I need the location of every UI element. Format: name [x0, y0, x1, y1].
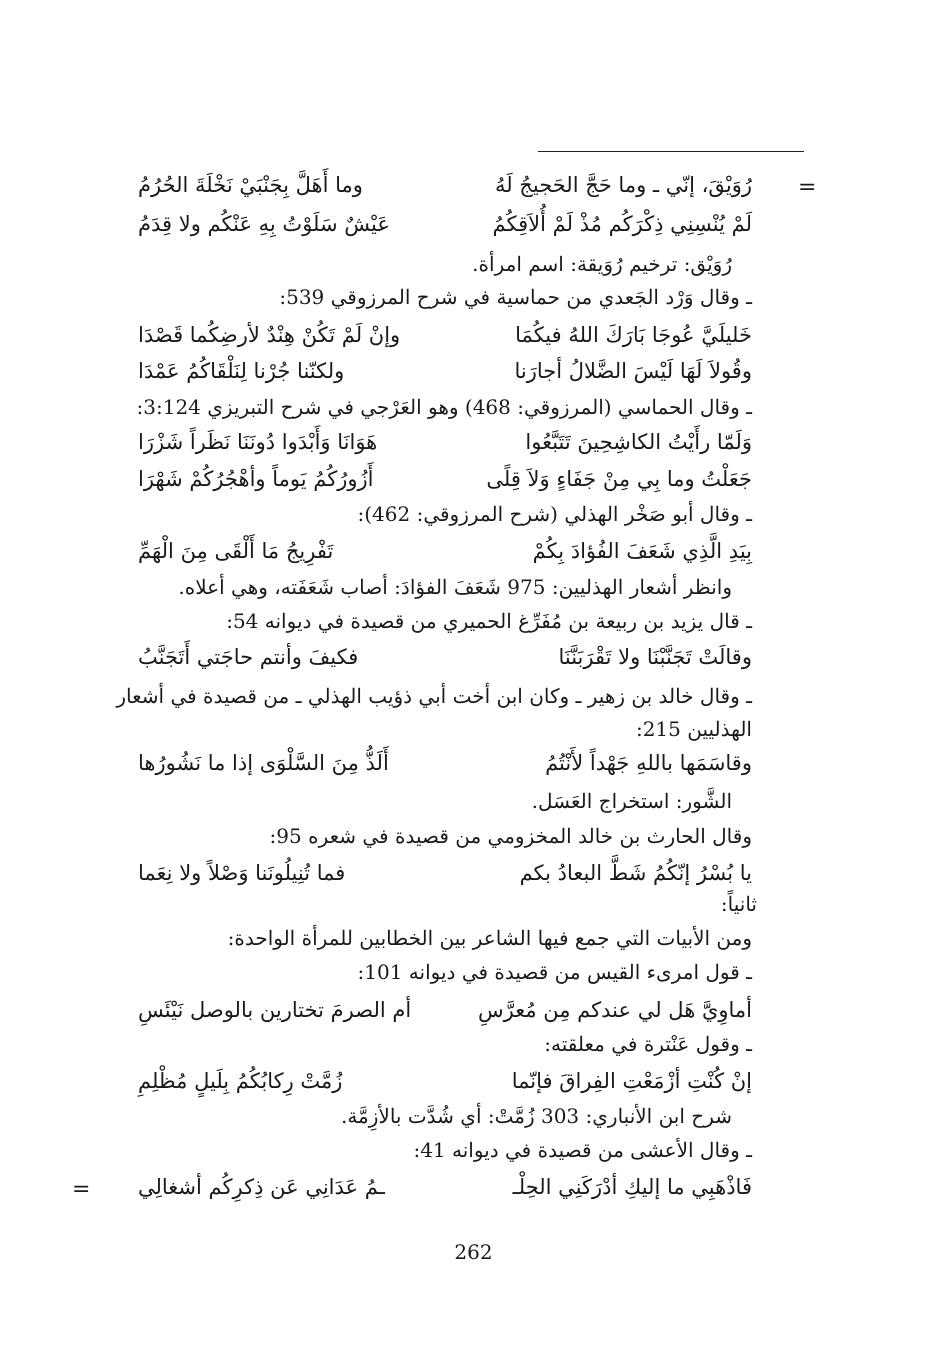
hemistich-first: وقالَتْ تَجَنَّبْنَا ولا تَقْرَبَنَّنَا: [558, 645, 752, 669]
verse-line: [138, 462, 752, 496]
hemistich-second: فما تُنِيلُونَنا وَصْلاً ولا نِعَما: [138, 861, 346, 885]
hemistich-first: إنْ كُنْتِ أزْمَعْتِ الفِراقَ فإنّما: [511, 1069, 752, 1093]
citation-line: ـ وقال أبو صَخْر الهذلي (شرح المرزوقي: 462):: [357, 502, 752, 526]
citation-line: ـ وقول عَنْترة في معلقته:: [544, 1032, 752, 1056]
hemistich-second: هَوَانَا وَأَبْدَوا دُونَنَا نَظَراً شَزْرَا: [138, 430, 378, 454]
hemistich-second: ولكنّنا جُرْنا لِنَلْقَاكُمُ عَمْدَا: [138, 359, 345, 383]
citation-line: ـ وقال الحماسي (المرزوقي: 468) وهو العَرْجي في شرح التبريزي 3:124:: [136, 395, 752, 419]
verse-line: [138, 354, 752, 388]
citation-line: ـ وقال وَرْد الجَعدي من حماسية في شرح المرزوقي 539:: [279, 285, 752, 309]
reference-line: شرح ابن الأنباري: 303 زُمَّتْ: أي شُدَّت بالأزِمَّة.: [340, 1104, 732, 1128]
citation-line: ـ وقال الأعشى من قصيدة في ديوانه 41:: [413, 1138, 752, 1162]
verse-line: [138, 640, 752, 674]
hemistich-first: أماوِيَّ هَل لي عندكم مِن مُعرَّسِ: [477, 998, 752, 1022]
verse-line: [138, 746, 752, 780]
verse-line: [138, 425, 752, 459]
footnote-separator-rule: [538, 151, 804, 152]
hemistich-first: رُوَيْقَ، إنّي ـ وما حَجَّ الحَجيجُ لَهُ: [494, 173, 752, 197]
gloss-line: رُوَيْق: ترخيم رُوَيقة: اسم امرأة.: [472, 252, 732, 276]
citation-line-continued: الهذليين 215:: [635, 717, 752, 741]
verse-line: [138, 1064, 752, 1098]
intro-line: ومن الأبيات التي جمع فيها الشاعر بين الخطابين للمرأة الواحدة:: [227, 926, 752, 950]
citation-line: ـ قال يزيد بن ربيعة بن مُفَرِّغ الحميري من قصيدة في ديوانه 54:: [226, 609, 752, 633]
citation-line: ـ قول امرىء القيس من قصيدة في ديوانه 101:: [357, 960, 752, 984]
hemistich-second: وإنْ لَمْ تَكُنْ هِنْدٌ لأرضِكُما قَصْدَا: [138, 323, 401, 347]
hemistich-first: لَمْ يُنْسِنِي ذِكْرَكُم مُذْ لَمْ أُلاَقِكُمُ: [492, 212, 752, 236]
gloss-line: الشَّور: استخراج العَسَل.: [531, 789, 732, 813]
hemistich-second: عَيْشٌ سَلَوْتُ بِهِ عَنْكُم ولا قِدَمُ: [138, 212, 390, 236]
hemistich-first: يا بُسْرُ إنّكُمُ شَطَّ البعادُ بكم: [519, 861, 752, 885]
verse-line: [138, 1170, 752, 1204]
continuation-mark-bottom: =: [72, 1177, 91, 1202]
hemistich-second: أَلَذُّ مِنَ السَّلْوَى إذا ما نَشُورُها: [138, 751, 389, 775]
hemistich-first: فَاذْهَبِي ما إليكِ أدْرَكَنِي الحِلْـ: [512, 1175, 752, 1199]
verse-line: [138, 534, 752, 568]
verse-line: [138, 318, 752, 352]
continuation-mark-top: =: [798, 175, 817, 200]
verse-line: [138, 856, 752, 890]
hemistich-first: وقُولاَ لَهَا لَيْسَ الضَّلالُ أجارَنا: [514, 359, 752, 383]
hemistich-first: خَليلَيَّ عُوجَا بَارَكَ اللهُ فيكُمَا: [515, 323, 752, 347]
hemistich-second: تَفْرِيجُ مَا أَلْقَى مِنَ الْهَمِّ: [138, 539, 334, 563]
hemistich-first: بِيَدِ الَّذِي شَعَفَ الفُؤادَ بِكُمْ: [532, 539, 752, 563]
verse-line: [138, 993, 752, 1027]
citation-line: ـ وقال خالد بن زهير ـ وكان ابن أخت أبي ذؤيب الهذلي ـ من قصيدة في أشعار: [116, 684, 752, 708]
verse-line: [138, 168, 752, 202]
hemistich-first: جَعَلْتُ وما بِي مِنْ جَفَاءٍ وَلاَ قِلًى: [486, 467, 752, 491]
hemistich-second: فكيفَ وأنتم حاجَتي أَتَجَنَّبُ: [138, 645, 359, 669]
hemistich-first: وقاسَمَها باللهِ جَهْداً لأَنْتُمُ: [545, 751, 752, 775]
citation-line: وقال الحارث بن خالد المخزومي من قصيدة في شعره 95:: [269, 824, 752, 848]
hemistich-second: أم الصرمَ تختارين بالوصل نَيْئَسِ: [138, 998, 412, 1022]
hemistich-second: ـمُ عَدَانِي عَن ذِكرِكُم أشغالِي: [138, 1175, 385, 1199]
hemistich-second: وما أَهَلَّ بِجَنْبَيْ نَخْلَةَ الحُرُمُ: [138, 173, 363, 197]
page-number: 262: [454, 1240, 493, 1264]
hemistich-second: أَزُورُكُمُ يَوماً وأهْجُرُكُمْ شَهْرَا: [138, 467, 374, 491]
verse-line: [138, 207, 752, 241]
reference-line: وانظر أشعار الهذليين: 975 شَعَفَ الفؤادَ: أصاب شَعَفَته، وهي أعلاه.: [178, 575, 732, 599]
section-heading: ثانياً:: [720, 892, 757, 916]
hemistich-second: زُمَّتْ رِكابُكُمُ بِلَيلٍ مُظْلِمِ: [138, 1069, 343, 1093]
hemistich-first: وَلَمّا رأَيْتُ الكاشِحِينَ تَتَبَّعُوا: [525, 430, 752, 454]
